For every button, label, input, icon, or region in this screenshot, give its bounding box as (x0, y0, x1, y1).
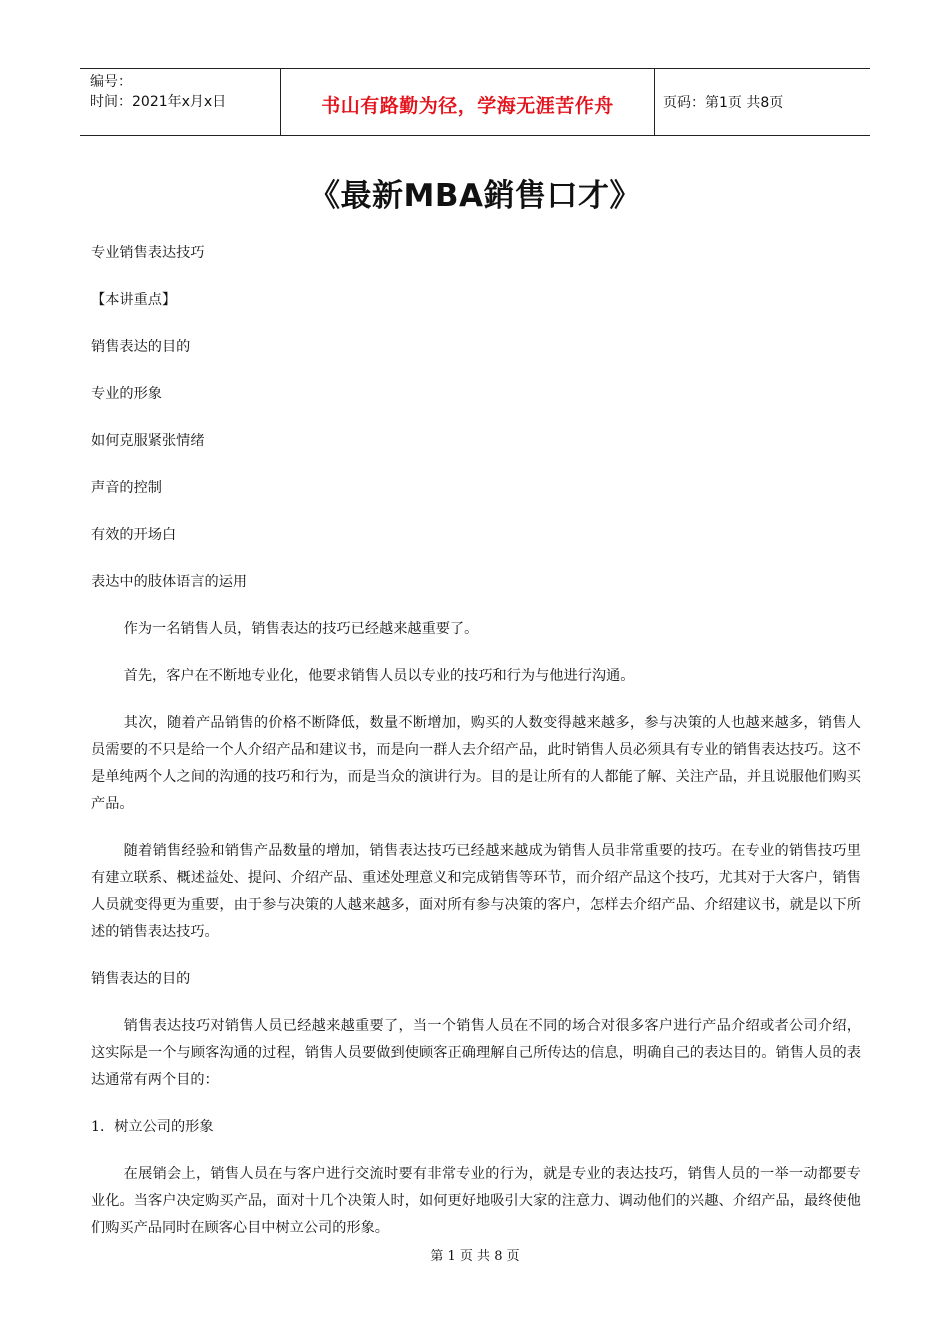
document-title: 《最新MBA銷售口才》 (309, 178, 641, 214)
numbered-item: 1．树立公司的形象 (91, 1119, 214, 1135)
document-number: 编号： (90, 74, 132, 90)
key-points-label: 【本讲重点】 (91, 292, 177, 308)
paragraph: 在展销会上，销售人员在与客户进行交流时要有非常专业的行为，就是专业的表达技巧，销售人员的一举一动都要专业化。当客户决定购买产品，面对十几个决策人时，如何更好地吸引大家的注意力、调动他们的兴趣、介绍产品，最终使他们购买产品同时在顾客心目中树立公司的形象。 (91, 1166, 861, 1236)
paragraph: 其次，随着产品销售的价格不断降低，数量不断增加，购买的人数变得越来越多，参与决策的人也越来越多，销售人员需要的不只是给一个人介绍产品和建议书，而是向一群人去介绍产品，此时销售人员必须具有专业的销售表达技巧。这不是单纯两个人之间的沟通的技巧和行为，而是当众的演讲行为。目的是让所有的人都能了解、关注产品，并且说服他们购买产品。 (91, 715, 861, 812)
document-time: 时间：2021年x月x日 (90, 94, 227, 110)
key-point-item: 声音的控制 (91, 480, 162, 496)
header-meta (80, 69, 281, 135)
paragraph: 随着销售经验和销售产品数量的增加，销售表达技巧已经越来越成为销售人员非常重要的技巧。在专业的销售技巧里有建立联系、概述益处、提问、介绍产品、重述处理意义和完成销售等环节，而介绍产品这个技巧，尤其对于大客户，销售人员就变得更为重要，由于参与决策的人越来越多，面对所有参与决策的客户，怎样去介绍产品、介绍建议书，就是以下所述的销售表达技巧。 (91, 843, 861, 940)
key-point-item: 专业的形象 (91, 386, 162, 402)
header-motto: 书山有路勤为径，学海无涯苦作舟 (281, 69, 655, 135)
paragraph: 首先，客户在不断地专业化，他要求销售人员以专业的技巧和行为与他进行沟通。 (123, 668, 635, 684)
document-header (80, 68, 870, 136)
header-page-number: 页码：第1页 共8页 (663, 95, 784, 111)
paragraph: 销售表达技巧对销售人员已经越来越重要了，当一个销售人员在不同的场合对很多客户进行产品介绍或者公司介绍，这实际是一个与顾客沟通的过程，销售人员要做到使顾客正确理解自己所传达的信息，明确自己的表达目的。销售人员的表达通常有两个目的： (91, 1018, 861, 1088)
document-body (91, 240, 861, 1262)
paragraph: 作为一名销售人员，销售表达的技巧已经越来越重要了。 (123, 621, 479, 637)
section-heading: 销售表达的目的 (91, 971, 191, 987)
key-point-item: 如何克服紧张情绪 (91, 433, 205, 449)
key-point-item: 有效的开场白 (91, 527, 177, 543)
key-point-item: 销售表达的目的 (91, 339, 191, 355)
page-footer: 第 1 页 共 8 页 (430, 1249, 520, 1264)
key-point-item: 表达中的肢体语言的运用 (91, 574, 248, 590)
section-heading: 专业销售表达技巧 (91, 245, 205, 261)
